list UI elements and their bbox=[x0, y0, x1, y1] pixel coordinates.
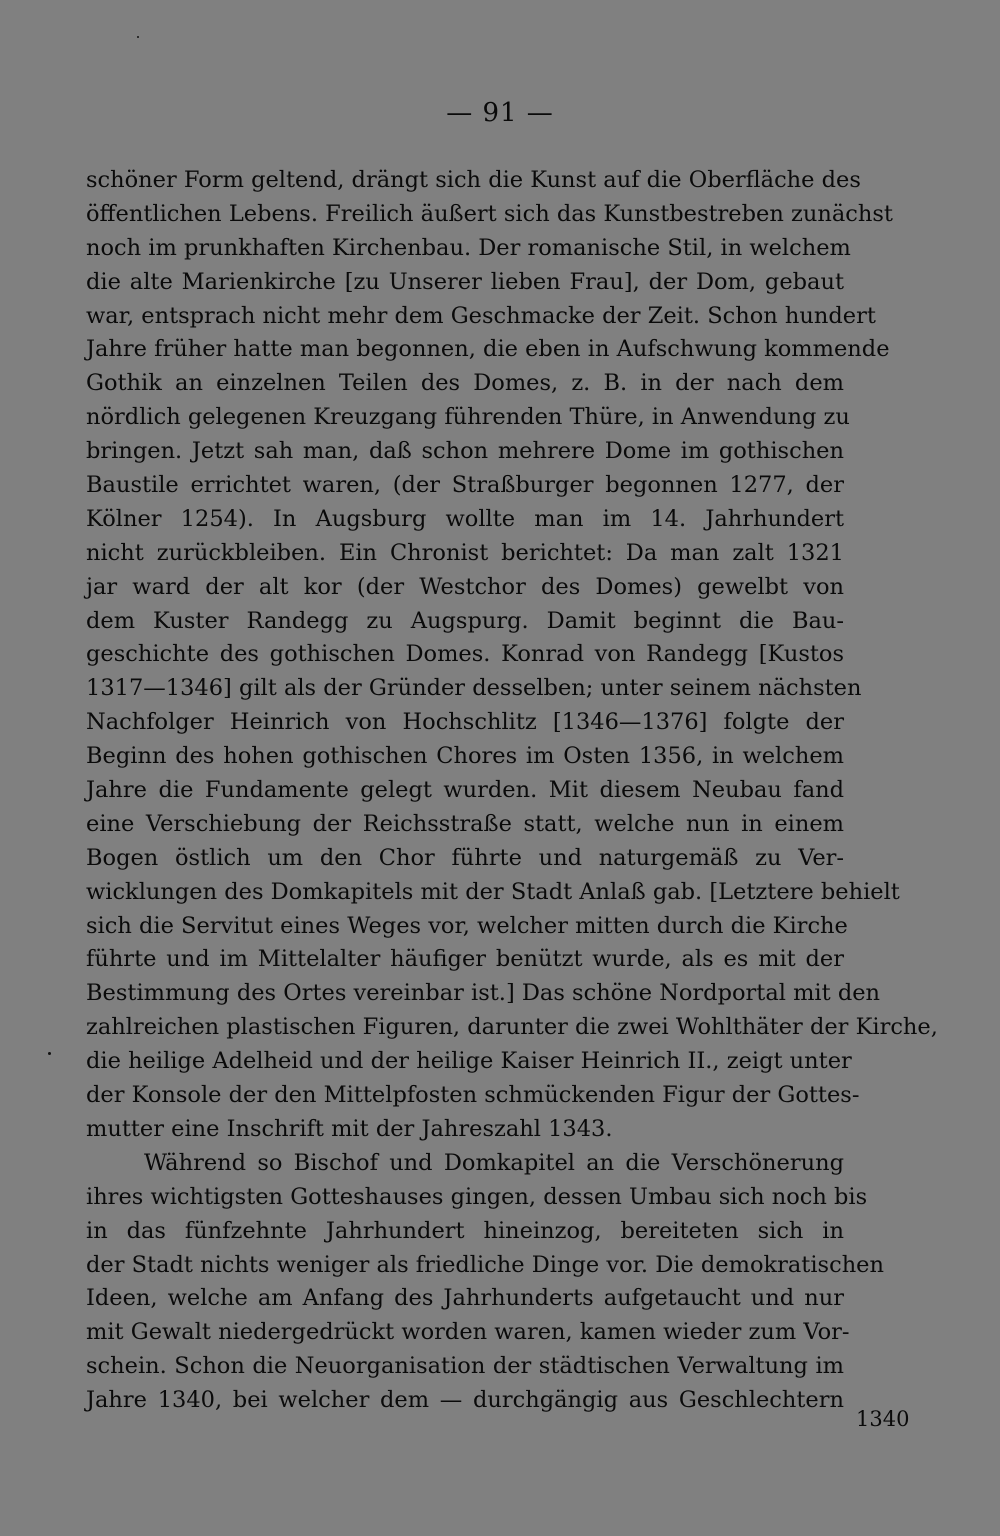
text-line: Jahre früher hatte man begonnen, die eben in Aufschwung kommende bbox=[86, 336, 890, 363]
text-line: jar ward der alt kor (der Westchor des Domes) gewelbt von bbox=[86, 573, 844, 600]
scan-speck bbox=[137, 36, 139, 38]
page-number: — 91 — bbox=[446, 98, 554, 128]
text-line: die heilige Adelheid und der heilige Kaiser Heinrich II., zeigt unter bbox=[86, 1048, 852, 1075]
text-line: Nachfolger Heinrich von Hochschlitz [1346—1376] folgte der bbox=[86, 709, 844, 736]
text-line: in das fünfzehnte Jahrhundert hineinzog, bereiteten sich in bbox=[86, 1217, 844, 1244]
text-line: geschichte des gothischen Domes. Konrad von Randegg [Kustos bbox=[86, 641, 844, 668]
text-line: nicht zurückbleiben. Ein Chronist berichtet: Da man zalt 1321 bbox=[86, 539, 844, 566]
text-line: 1317—1346] gilt als der Gründer desselben; unter seinem nächsten bbox=[86, 675, 862, 702]
text-line: Gothik an einzelnen Teilen des Domes, z. B. in der nach dem bbox=[86, 370, 844, 397]
scan-speck bbox=[48, 1052, 51, 1055]
text-line: der Stadt nichts weniger als friedliche Dinge vor. Die demokratischen bbox=[86, 1251, 884, 1278]
text-line: eine Verschiebung der Reichsstraße statt, welche nun in einem bbox=[86, 810, 844, 837]
text-line: Bogen östlich um den Chor führte und naturgemäß zu Ver- bbox=[86, 844, 844, 871]
text-line: öffentlichen Lebens. Freilich äußert sich das Kunstbestreben zunächst bbox=[86, 200, 893, 227]
text-line: Beginn des hohen gothischen Chores im Osten 1356, in welchem bbox=[86, 743, 844, 770]
text-line: Jahre die Fundamente gelegt wurden. Mit diesem Neubau fand bbox=[86, 777, 844, 804]
text-line: wicklungen des Domkapitels mit der Stadt Anlaß gab. [Letztere behielt bbox=[86, 878, 900, 905]
text-line: sich die Servitut eines Weges vor, welcher mitten durch die Kirche bbox=[86, 912, 848, 939]
body-text bbox=[86, 164, 938, 1418]
margin-note: 1340 bbox=[856, 1407, 910, 1431]
text-line: mutter eine Inschrift mit der Jahreszahl 1343. bbox=[86, 1115, 613, 1142]
text-line: schein. Schon die Neuorganisation der städtischen Verwaltung im bbox=[86, 1353, 844, 1380]
text-line: bringen. Jetzt sah man, daß schon mehrere Dome im gothischen bbox=[86, 438, 844, 465]
text-line: mit Gewalt niedergedrückt worden waren, kamen wieder zum Vor- bbox=[86, 1319, 850, 1346]
text-line: Baustile errichtet waren, (der Straßburger begonnen 1277, der bbox=[86, 472, 844, 499]
text-line: Jahre 1340, bei welcher dem — durchgängig aus Geschlechtern bbox=[86, 1387, 844, 1414]
text-line: die alte Marienkirche [zu Unserer lieben Frau], der Dom, gebaut bbox=[86, 268, 844, 295]
text-line: führte und im Mittelalter häufiger benützt wurde, als es mit der bbox=[86, 946, 844, 973]
text-line: war, entsprach nicht mehr dem Geschmacke der Zeit. Schon hundert bbox=[86, 302, 876, 329]
text-line: ihres wichtigsten Gotteshauses gingen, dessen Umbau sich noch bis bbox=[86, 1183, 868, 1210]
text-line: schöner Form geltend, drängt sich die Kunst auf die Oberfläche des bbox=[86, 167, 861, 193]
text-line: der Konsole der den Mittelpfosten schmückenden Figur der Gottes- bbox=[86, 1082, 860, 1109]
text-line: Während so Bischof und Domkapitel an die Verschönerung bbox=[144, 1149, 844, 1176]
text-line: zahlreichen plastischen Figuren, darunter die zwei Wohlthäter der Kirche, bbox=[86, 1014, 938, 1041]
text-line: Kölner 1254). In Augsburg wollte man im 14. Jahrhundert bbox=[86, 505, 844, 532]
text-line: nördlich gelegenen Kreuzgang führenden Thüre, in Anwendung zu bbox=[86, 404, 850, 431]
text-line: noch im prunkhaften Kirchenbau. Der romanische Stil, in welchem bbox=[86, 234, 851, 261]
text-line: dem Kuster Randegg zu Augspurg. Damit beginnt die Bau- bbox=[86, 607, 844, 634]
text-line: Bestimmung des Ortes vereinbar ist.] Das schöne Nordportal mit den bbox=[86, 980, 881, 1007]
text-line: Ideen, welche am Anfang des Jahrhunderts aufgetaucht und nur bbox=[86, 1285, 844, 1312]
